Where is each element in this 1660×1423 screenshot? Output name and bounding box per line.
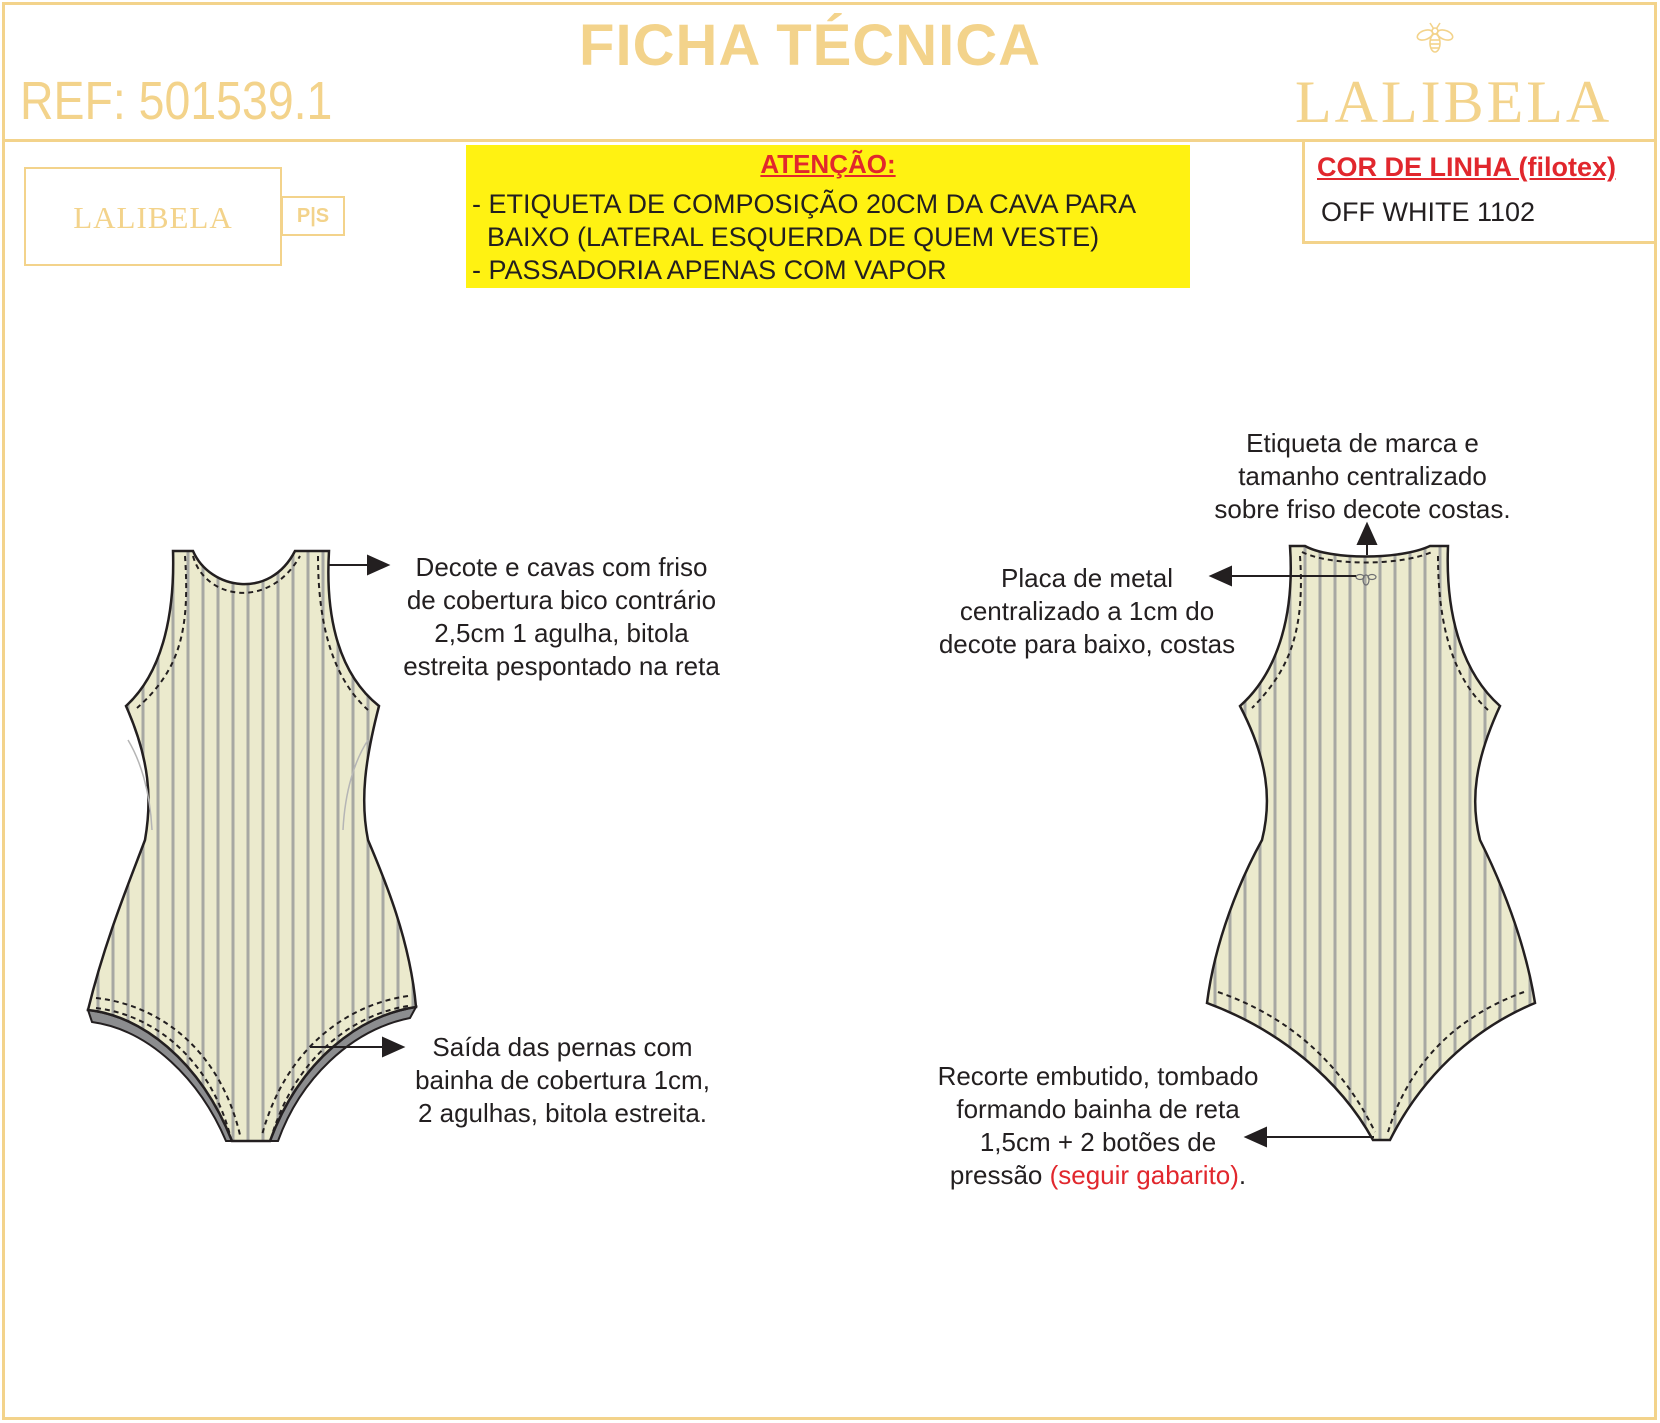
note-line: estreita pespontado na reta bbox=[403, 651, 720, 681]
note-line: Placa de metal bbox=[1001, 563, 1173, 593]
thread-color-value: OFF WHITE 1102 bbox=[1321, 197, 1536, 227]
thread-color-title: COR DE LINHA (filotex) bbox=[1317, 152, 1616, 182]
note-line: Decote e cavas com friso bbox=[415, 552, 708, 582]
brand-name: LALIBELA bbox=[1295, 69, 1613, 135]
note-text: . bbox=[1238, 1160, 1247, 1190]
page-title: FICHA TÉCNICA bbox=[579, 13, 1041, 78]
neckline-note bbox=[384, 551, 739, 683]
size-tag: P|S bbox=[281, 196, 345, 236]
note-highlight: (seguir gabarito) bbox=[1049, 1160, 1239, 1190]
reference-code: REF: 501539.1 bbox=[20, 71, 333, 131]
note-text: pressão bbox=[949, 1160, 1050, 1190]
note-line: centralizado a 1cm do bbox=[959, 596, 1215, 626]
note-line: 2,5cm 1 agulha, bitola bbox=[434, 618, 689, 648]
note-line: de cobertura bico contrário bbox=[406, 585, 717, 615]
note-line: formando bainha de reta bbox=[956, 1094, 1240, 1124]
brand-label-note bbox=[1190, 427, 1535, 526]
front-bodysuit-drawing bbox=[88, 540, 416, 1150]
note-line: Saída das pernas com bbox=[432, 1032, 693, 1062]
attention-line: - PASSADORIA APENAS COM VAPOR bbox=[472, 255, 947, 285]
attention-line: BAIXO (LATERAL ESQUERDA DE QUEM VESTE) bbox=[472, 222, 1100, 252]
note-line bbox=[918, 1159, 1278, 1192]
attention-line: - ETIQUETA DE COMPOSIÇÃO 20CM DA CAVA PARA bbox=[472, 189, 1137, 219]
note-line: tamanho centralizado bbox=[1238, 461, 1487, 491]
note-line: bainha de cobertura 1cm, bbox=[415, 1065, 710, 1095]
metal-plate-note bbox=[917, 562, 1257, 661]
note-line: Recorte embutido, tombado bbox=[937, 1061, 1259, 1091]
note-line: sobre friso decote costas. bbox=[1214, 494, 1511, 524]
note-line: 2 agulhas, bitola estreita. bbox=[417, 1098, 708, 1128]
note-line: 1,5cm + 2 botões de bbox=[979, 1127, 1217, 1157]
crotch-note bbox=[918, 1060, 1278, 1192]
label-brand-text: LALIBELA bbox=[73, 200, 233, 235]
note-line: Etiqueta de marca e bbox=[1246, 428, 1479, 458]
note-line: decote para baixo, costas bbox=[938, 629, 1236, 659]
leg-openings-note bbox=[390, 1031, 735, 1130]
arrow-brand-label-note bbox=[1358, 524, 1376, 555]
arrow-neckline-note bbox=[329, 556, 388, 574]
attention-title: ATENÇÃO: bbox=[760, 149, 896, 179]
